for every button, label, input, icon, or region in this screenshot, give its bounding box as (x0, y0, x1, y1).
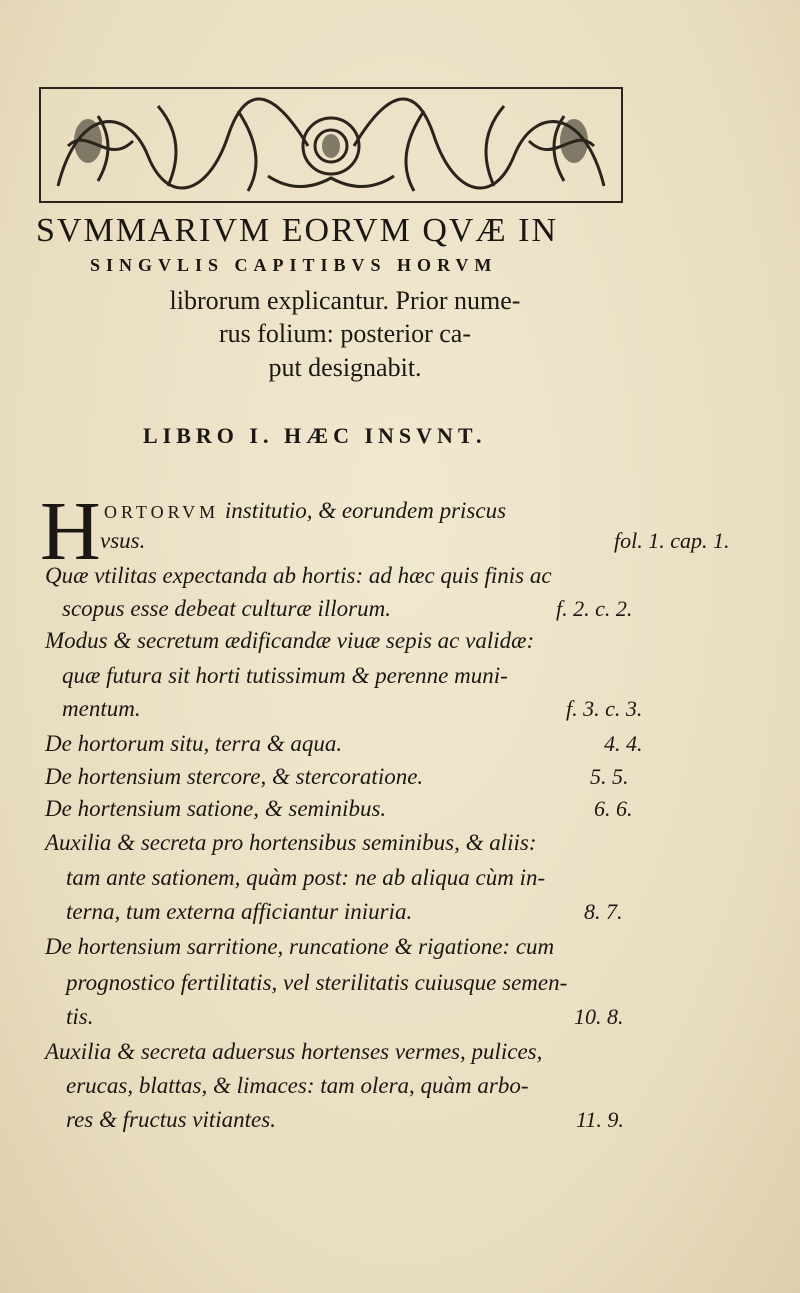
entry-5-line1: De hortensium stercore, & stercoratione. (45, 764, 424, 789)
entry-4-line1: De hortorum situ, terra & aqua. (45, 731, 343, 756)
entry-2-line1: Quæ vtilitas expectanda ab hortis: ad hæc quis finis ac (45, 563, 552, 588)
summary-heading-line4: rus folium: posterior ca- (219, 319, 471, 348)
entry-3-line1: Modus & secretum ædificandæ viuæ sepis ac validæ: (45, 628, 535, 653)
entry-6-line1: De hortensium satione, & seminibus. (45, 796, 387, 821)
summary-heading-line1: SVMMARIVM EORVM QVÆ IN (36, 212, 559, 249)
entry-1-lead: ORTORVM (104, 502, 220, 522)
entry-6-ref: 6. 6. (594, 796, 633, 821)
entry-7-line2: tam ante sationem, quàm post: ne ab aliqua cùm in- (66, 865, 546, 890)
summary-heading-line5: put designabit. (268, 353, 422, 382)
entry-1-ref: fol. 1. cap. 1. (614, 528, 730, 553)
entry-1-line1 (104, 498, 506, 524)
entry-8-line2: prognostico fertilitatis, vel sterilitatis cuiusque semen- (66, 970, 568, 995)
entry-3-ref: f. 3. c. 3. (566, 696, 643, 721)
entry-9-line1: Auxilia & secreta aduersus hortenses vermes, pulices, (45, 1039, 543, 1064)
entry-2-ref: f. 2. c. 2. (556, 596, 633, 621)
entry-9-ref: 11. 9. (576, 1107, 624, 1132)
entry-9-line2: erucas, blattas, & limaces: tam olera, quàm arbo- (66, 1073, 529, 1098)
drop-cap: H (40, 485, 101, 578)
entry-1-text1: institutio, & eorundem priscus (224, 498, 507, 523)
entry-5-ref: 5. 5. (590, 764, 629, 789)
entry-7-line3: terna, tum externa afficiantur iniuria. (66, 899, 413, 924)
entry-4-ref: 4. 4. (604, 731, 643, 756)
entry-3-line2: quæ futura sit horti tutissimum & perenne muni- (62, 663, 508, 688)
entry-3-line3: mentum. (62, 696, 141, 721)
entry-8-ref: 10. 8. (574, 1004, 624, 1029)
section-title: LIBRO I. HÆC INSVNT. (143, 423, 487, 448)
entry-7-ref: 8. 7. (584, 899, 623, 924)
decorative-headpiece-ornament (38, 86, 624, 204)
entry-2-line2: scopus esse debeat culturæ illorum. (62, 596, 391, 621)
summary-heading-line3: librorum explicantur. Prior nume- (169, 286, 521, 315)
entry-8-line1: De hortensium sarritione, runcatione & rigatione: cum (45, 934, 555, 959)
entry-7-line1: Auxilia & secreta pro hortensibus seminibus, & aliis: (45, 830, 537, 855)
summary-heading-line2: SINGVLIS CAPITIBVS HORVM (90, 255, 498, 275)
entry-9-line3: res & fructus vitiantes. (66, 1107, 276, 1132)
entry-1-line2: vsus. (100, 528, 146, 553)
entry-8-line3: tis. (66, 1004, 94, 1029)
